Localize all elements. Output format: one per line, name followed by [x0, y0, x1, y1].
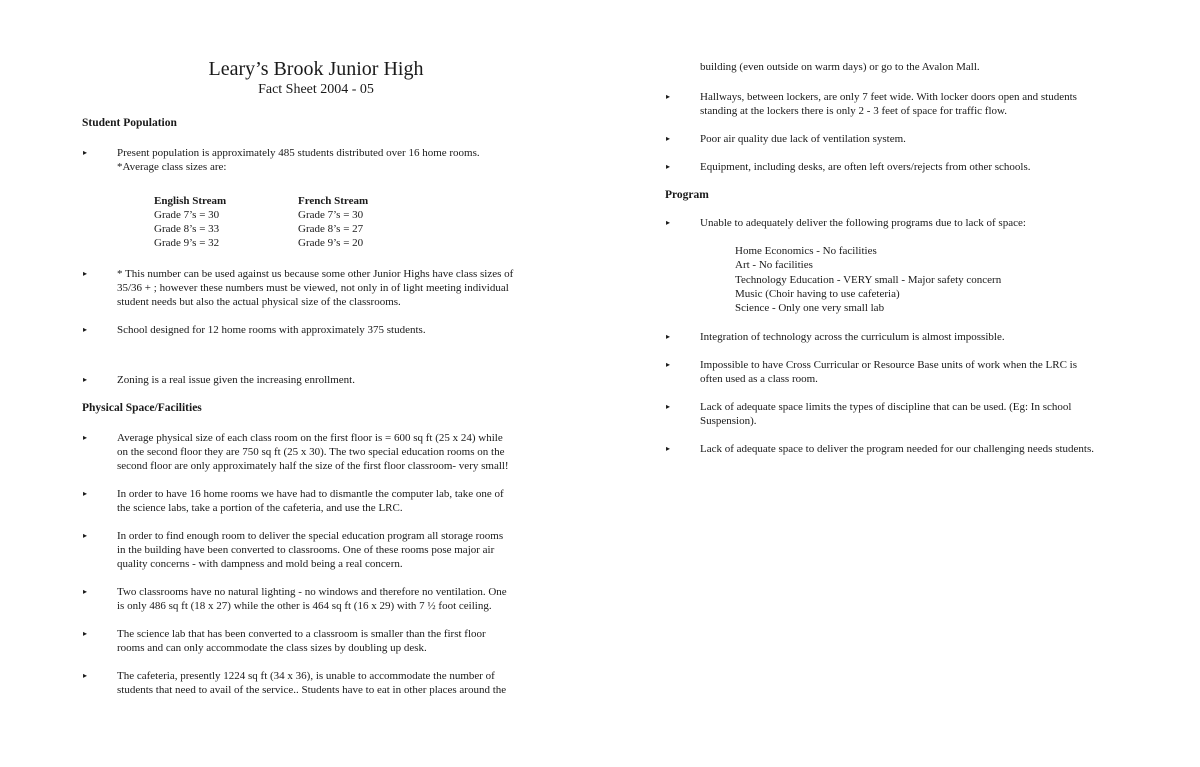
section-heading-student-population: Student Population — [82, 117, 177, 129]
bullet-icon: ▸ — [666, 332, 671, 342]
text-line: is only 486 sq ft (18 x 27) while the other is 464 sq ft (16 x 29) with 7 ½ foot ceiling. — [117, 600, 492, 612]
bullet-icon: ▸ — [83, 629, 88, 638]
table-row: Grade 9’s = 32 — [154, 237, 220, 249]
text-line: on the second floor they are 750 sq ft (25 x 30). The two special education rooms on the — [117, 446, 505, 458]
list-item: Technology Education - VERY small - Major safety concern — [735, 273, 1002, 286]
text-line: 35/36 + ; however these numbers must be viewed, not only in of light meeting individual — [117, 282, 509, 294]
table-row: Grade 8’s = 33 — [154, 223, 220, 235]
text-line: often used as a class room. — [700, 373, 818, 386]
bullet-icon: ▸ — [666, 360, 671, 370]
bullet-icon: ▸ — [666, 444, 671, 454]
text-line: second floor are only approximately half the size of the first floor classroom- very small! — [117, 460, 509, 472]
list-item: Home Economics - No facilities — [735, 245, 877, 257]
text-line: student needs but also the actual physical size of the classrooms. — [117, 296, 401, 308]
bullet-icon: ▸ — [666, 402, 671, 412]
text-line: Equipment, including desks, are often left overs/rejects from other schools. — [700, 161, 1031, 173]
text-line: building (even outside on warm days) or go to the Avalon Mall. — [700, 61, 980, 73]
table-row: Grade 8’s = 27 — [298, 223, 364, 235]
table-row: Grade 9’s = 20 — [298, 237, 364, 249]
continuation-text — [665, 60, 1145, 74]
text-line: Two classrooms have no natural lighting - no windows and therefore no ventilation. One — [117, 586, 507, 598]
text-line: rooms and can only accommodate the class sizes by doubling up desk. — [117, 642, 427, 654]
bullet-icon: ▸ — [83, 325, 88, 334]
text-line: *Average class sizes are: — [117, 161, 227, 173]
bullet-population — [82, 146, 642, 174]
bullet-icon: ▸ — [83, 531, 88, 540]
right-page — [665, 0, 1145, 767]
text-line: In order to find enough room to deliver the special education program all storage rooms — [117, 530, 504, 542]
text-line: students that need to avail of the service.. Students have to eat in other places around the — [117, 684, 507, 696]
text-line: Lack of adequate space to deliver the program needed for our challenging needs students. — [700, 443, 1095, 456]
bullet-design-capacity — [82, 323, 642, 337]
bullet-facility — [82, 669, 642, 697]
bullet-facility — [82, 529, 642, 571]
bullet-program — [665, 442, 1145, 456]
document-title: Leary’s Brook Junior High — [208, 58, 424, 80]
text-line: Integration of technology across the curriculum is almost impossible. — [700, 331, 1005, 344]
bullet-facility — [82, 431, 642, 473]
bullet-program-intro — [665, 216, 1145, 230]
bullet-icon: ▸ — [666, 218, 671, 227]
text-line: Zoning is a real issue given the increasing enrollment. — [117, 374, 355, 386]
text-line: * This number can be used against us because some other Junior Highs have class sizes of — [117, 268, 514, 280]
bullet-icon: ▸ — [666, 162, 671, 171]
french-stream-column — [298, 194, 442, 250]
text-line: standing at the lockers there is only 2 - 3 feet of space for traffic flow. — [700, 105, 1007, 117]
text-line: Average physical size of each class room on the first floor is = 600 sq ft (25 x 24) while — [117, 432, 503, 444]
bullet-icon: ▸ — [83, 148, 88, 157]
bullet-facility — [665, 160, 1145, 174]
bullet-facility — [82, 585, 642, 613]
bullet-icon: ▸ — [666, 134, 671, 143]
text-line: In order to have 16 home rooms we have had to dismantle the computer lab, take one of — [117, 488, 504, 500]
table-row: Grade 7’s = 30 — [154, 209, 220, 221]
bullet-facility — [82, 487, 642, 515]
text-line: The cafeteria, presently 1224 sq ft (34 x 36), is unable to accommodate the number of — [117, 670, 495, 682]
text-line: Impossible to have Cross Curricular or Resource Base units of work when the LRC is — [700, 359, 1077, 372]
text-line: Poor air quality due lack of ventilation system. — [700, 133, 906, 145]
bullet-icon: ▸ — [83, 375, 88, 384]
bullet-icon: ▸ — [83, 587, 88, 596]
bullet-program — [665, 358, 1145, 386]
text-line: Unable to adequately deliver the following programs due to lack of space: — [700, 217, 1026, 229]
english-stream-column — [154, 194, 298, 250]
bullet-icon: ▸ — [83, 269, 88, 278]
document-subtitle: Fact Sheet 2004 - 05 — [258, 82, 374, 97]
section-heading-program: Program — [665, 189, 709, 201]
class-size-table — [154, 194, 642, 250]
table-row: Grade 7’s = 30 — [298, 209, 364, 221]
list-item: Art - No facilities — [735, 259, 813, 272]
list-item: Science - Only one very small lab — [735, 302, 885, 315]
text-line: The science lab that has been converted to a classroom is smaller than the first floor — [117, 628, 486, 640]
bullet-class-size-note — [82, 267, 642, 309]
text-line: quality concerns - with dampness and mold being a real concern. — [117, 558, 403, 570]
text-line: Suspension). — [700, 415, 757, 428]
text-line: Lack of adequate space limits the types of discipline that can be used. (Eg: In school — [700, 401, 1072, 414]
bullet-program — [665, 330, 1145, 344]
text-line: Hallways, between lockers, are only 7 feet wide. With locker doors open and students — [700, 91, 1077, 103]
text-line: the science labs, take a portion of the cafeteria, and use the LRC. — [117, 502, 403, 514]
text-line: in the building have been converted to classrooms. One of these rooms pose major air — [117, 544, 495, 556]
english-stream-heading: English Stream — [154, 195, 227, 207]
bullet-zoning — [82, 373, 642, 387]
text-line: Present population is approximately 485 students distributed over 16 home rooms. — [117, 147, 480, 159]
list-item: Music (Choir having to use cafeteria) — [735, 287, 900, 300]
left-page — [82, 0, 642, 767]
bullet-facility — [82, 627, 642, 655]
bullet-facility — [665, 90, 1145, 118]
text-line: School designed for 12 home rooms with approximately 375 students. — [117, 324, 426, 336]
bullet-icon: ▸ — [83, 489, 88, 498]
bullet-icon: ▸ — [666, 92, 671, 101]
bullet-icon: ▸ — [83, 671, 88, 680]
bullet-facility — [665, 132, 1145, 146]
bullet-program — [665, 400, 1145, 428]
section-heading-physical-space: Physical Space/Facilities — [82, 402, 202, 414]
bullet-icon: ▸ — [83, 433, 88, 442]
program-list — [735, 244, 1145, 315]
french-stream-heading: French Stream — [298, 195, 369, 207]
